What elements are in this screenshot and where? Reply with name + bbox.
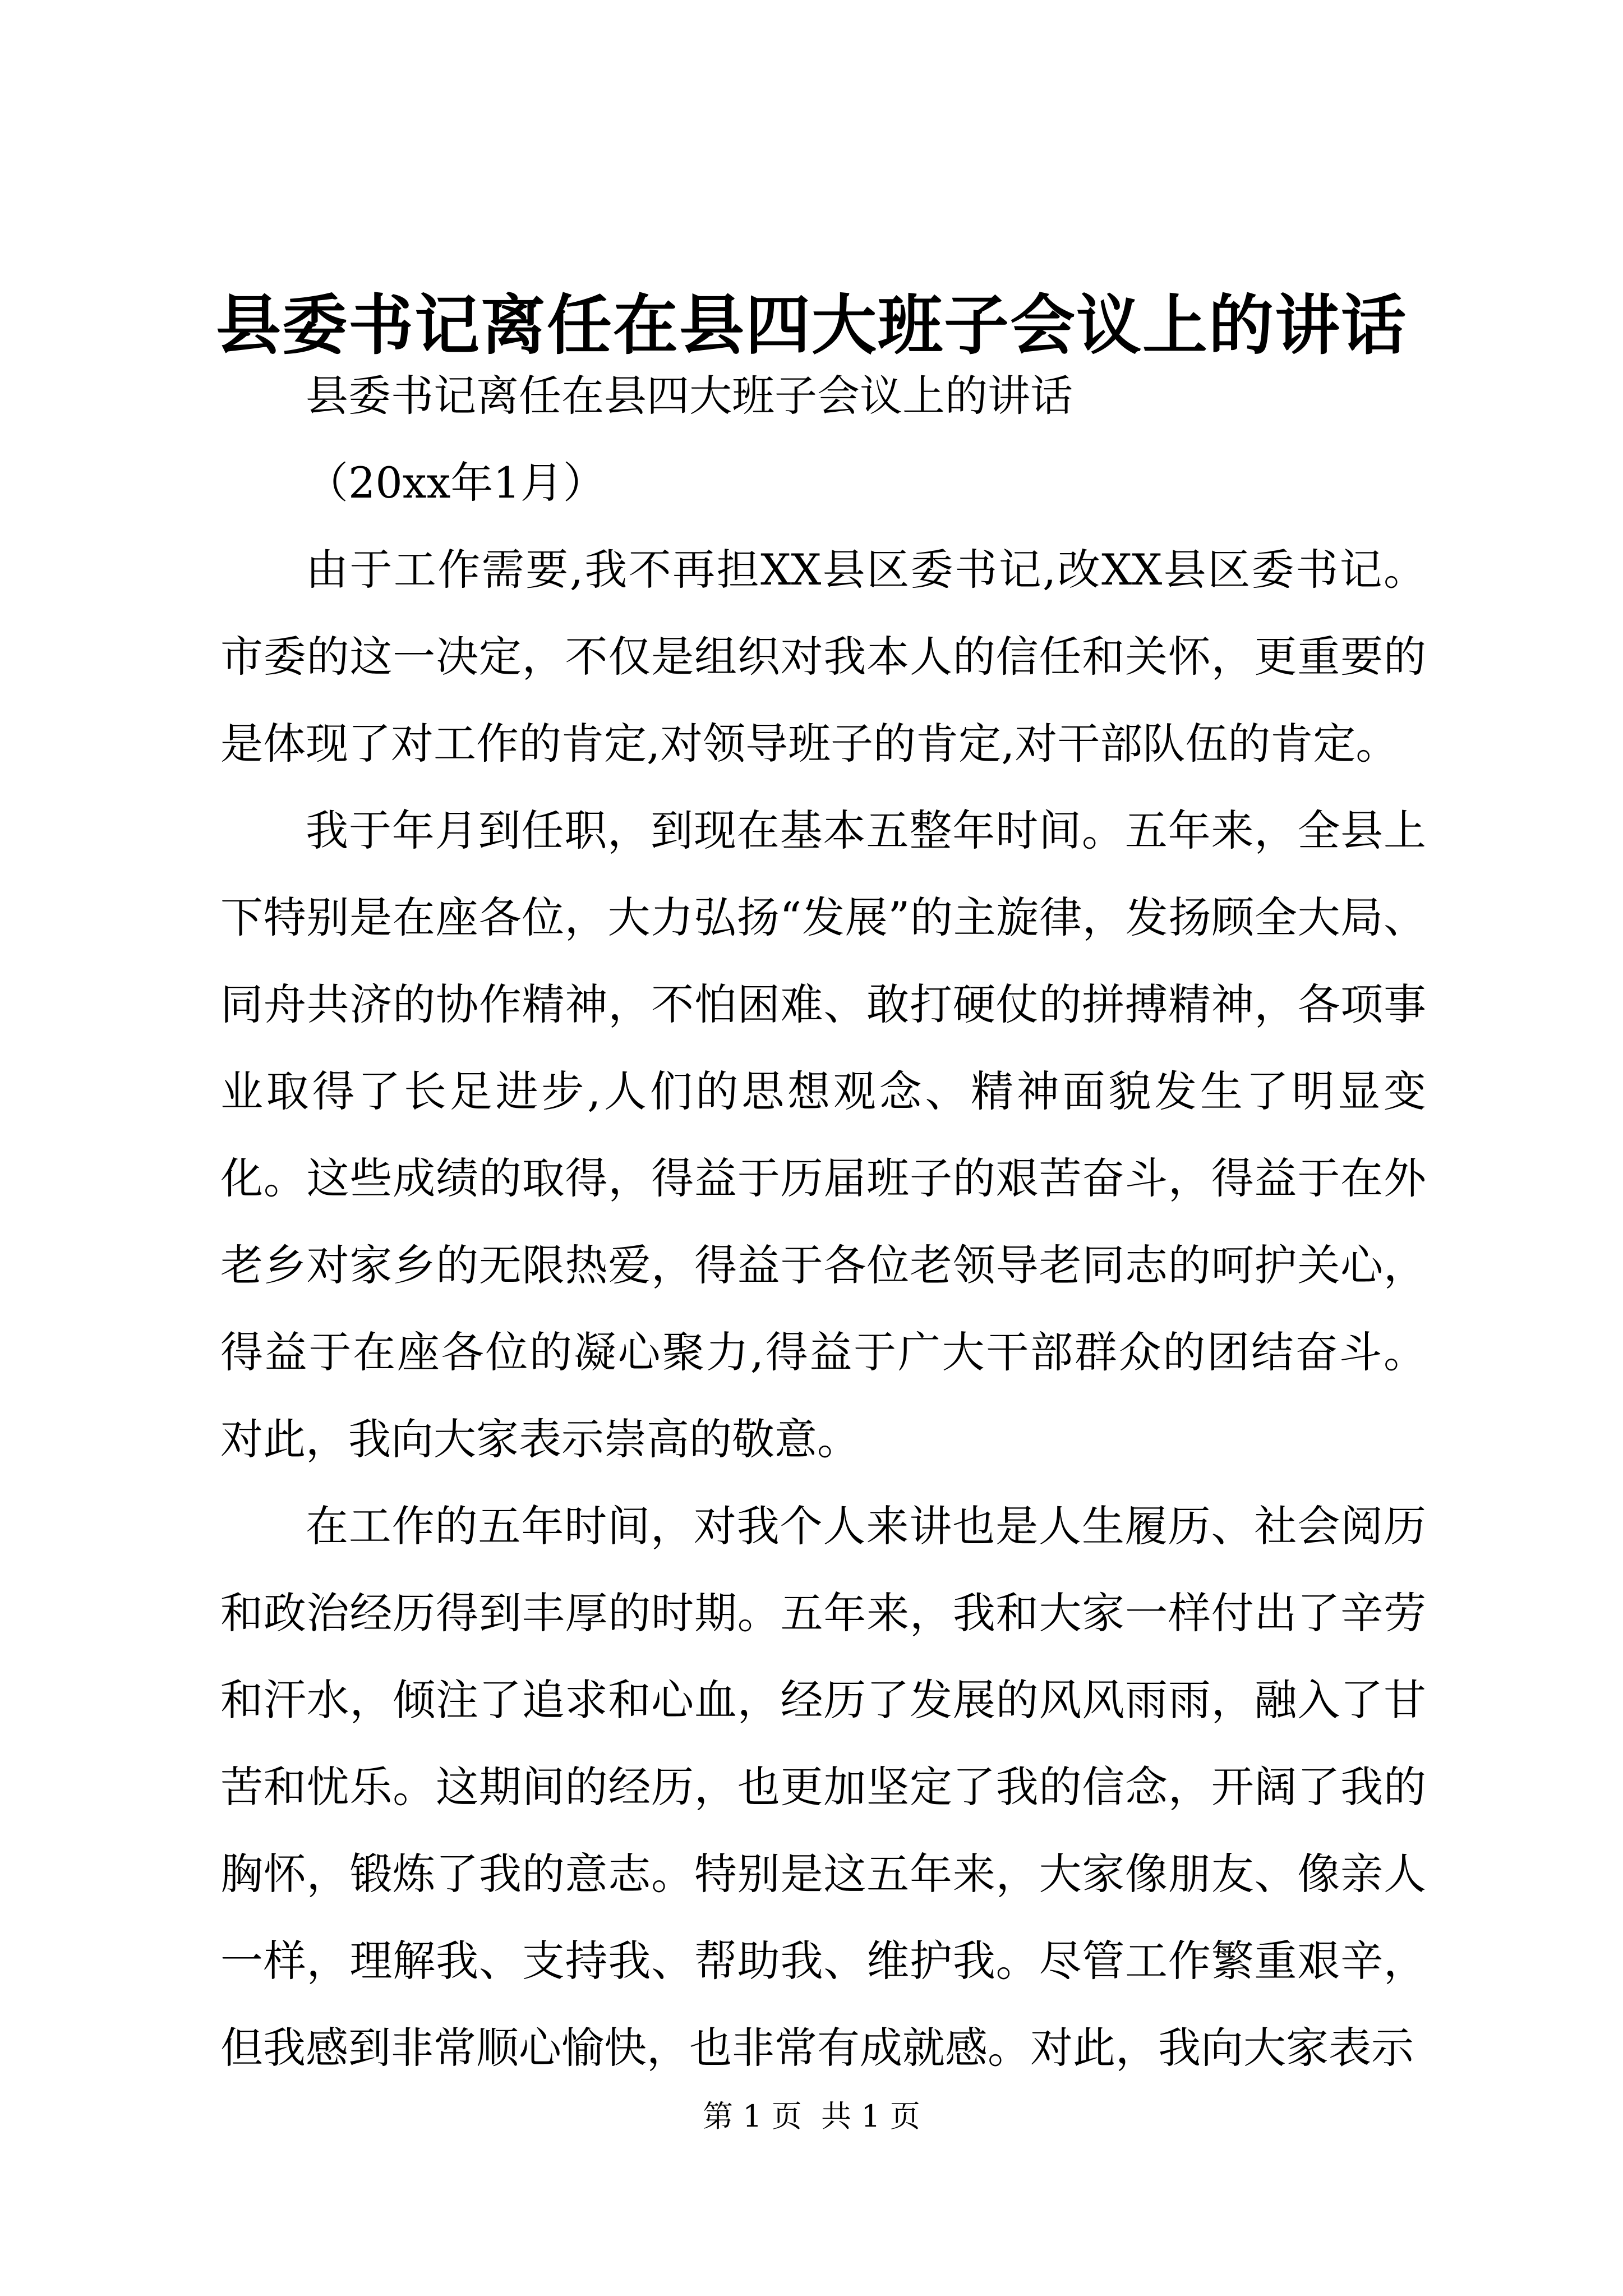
body-paragraph: 我于年月到任职，到现在基本五整年时间。五年来，全县上下特别是在座各位，大力弘扬“发展”的主旋律，发扬顾全大局、同舟共济的协作精神，不怕困难、敢打硬仗的拼搏精神，各项事业取得了长足进步,人们的思想观念、精神面貌发生了明显变化。这些成绩的取得，得益于历届班子的艰苦奋斗，得益于在外老乡对家乡的无限热爱，得益于各位老领导老同志的呵护关心，得益于在座各位的凝心聚力,得益于广大干部群众的团结奋斗。对此，我向大家表示崇高的敬意。 [220, 806, 1426, 1464]
document-title: 县委书记离任在县四大班子会议上的讲话 [216, 287, 1407, 364]
body-paragraph: 在工作的五年时间，对我个人来讲也是人生履历、社会阅历和政治经历得到丰厚的时期。五年来，我和大家一样付出了辛劳和汗水，倾注了追求和心血，经历了发展的风风雨雨，融入了甘苦和忧乐。这期间的经历，也更加坚定了我的信念，开阔了我的胸怀，锻炼了我的意志。特别是这五年来，大家像朋友、像亲人一样，理解我、支持我、帮助我、维护我。尽管工作繁重艰辛，但我感到非常顺心愉快，也非常有成就感。对此，我向大家表示 [220, 1501, 1426, 2073]
page-footer [0, 2094, 1623, 2139]
page-number: 第 1 页 共 1 页 [703, 2099, 920, 2134]
body-paragraph: 由于工作需要,我不再担XX县区委书记,改XX县区委书记。市委的这一决定，不仅是组织对我本人的信任和关怀，更重要的是体现了对工作的肯定,对领导班子的肯定,对干部队伍的肯定。 [220, 545, 1426, 769]
document-body [220, 352, 1426, 2091]
subtitle-paragraph: 县委书记离任在县四大班子会议上的讲话 [306, 371, 1073, 421]
date-paragraph: （20xx年1月） [306, 458, 606, 508]
